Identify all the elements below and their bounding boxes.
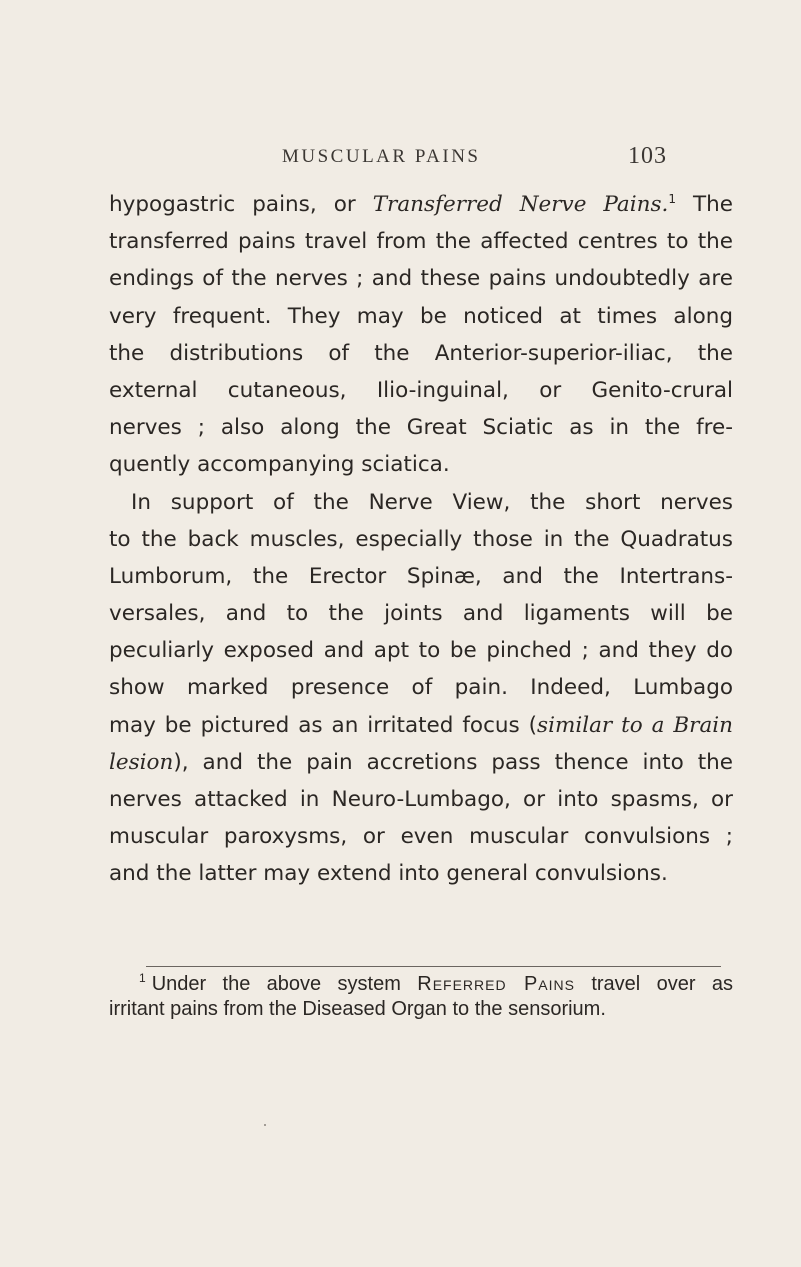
text-line: nerves attacked in Neuro-Lumbago, or into spasms, or bbox=[109, 787, 733, 812]
footnote-text: travel over as bbox=[574, 973, 733, 995]
text-line: the distributions of the Anterior-superior-iliac, the bbox=[109, 340, 733, 366]
text-line: external cutaneous, Ilio-inguinal, or Genito-crural bbox=[109, 377, 733, 403]
text-line: transferred pains travel from the affected centres to the bbox=[109, 229, 733, 255]
footnote bbox=[109, 972, 733, 1022]
text-line bbox=[109, 186, 733, 223]
italic-phrase: lesion bbox=[109, 749, 174, 775]
footnote-line: irritant pains from the Diseased Organ to the sensorium. bbox=[109, 998, 606, 1020]
text-span: ), and the pain accretions pass thence into the bbox=[173, 749, 733, 775]
running-head: MUSCULAR PAINS bbox=[282, 146, 481, 167]
body-text bbox=[109, 186, 733, 893]
text-span: hypogastric pains, or bbox=[109, 192, 373, 217]
footnote-mark: 1 bbox=[139, 971, 146, 985]
italic-phrase: Transferred Nerve Pains. bbox=[372, 192, 669, 217]
footnote-ref: 1 bbox=[668, 192, 676, 206]
text-line bbox=[109, 744, 733, 781]
text-line: versales, and to the joints and ligaments will be bbox=[109, 601, 733, 627]
text-span: may be pictured as an irritated focus ( bbox=[109, 712, 538, 738]
text-line: muscular paroxysms, or even muscular convulsions ; bbox=[109, 824, 733, 850]
text-span: The bbox=[675, 192, 733, 217]
page-header bbox=[0, 143, 801, 176]
text-line: endings of the nerves ; and these pains undoubtedly are bbox=[109, 266, 733, 292]
italic-phrase: similar to a Brain bbox=[537, 712, 733, 738]
footnote-smallcaps: Referred Pains bbox=[417, 973, 575, 995]
text-line: to the back muscles, especially those in the Quadratus bbox=[109, 526, 733, 552]
text-line: quently accompanying sciatica. bbox=[109, 452, 450, 478]
text-line bbox=[109, 707, 733, 744]
text-line: Lumborum, the Erector Spinæ, and the Intertrans- bbox=[109, 563, 733, 589]
text-line: very frequent. They may be noticed at times along bbox=[109, 303, 733, 329]
text-line: show marked presence of pain. Indeed, Lumbago bbox=[109, 675, 733, 701]
text-line: nerves ; also along the Great Sciatic as in the fre- bbox=[109, 415, 733, 441]
footnote-line bbox=[109, 972, 733, 997]
text-line: and the latter may extend into general convulsions. bbox=[109, 861, 668, 887]
footnote-text: Under the above system bbox=[151, 973, 418, 995]
page-number: 103 bbox=[628, 143, 667, 169]
footnote-rule bbox=[146, 966, 721, 967]
text-line: peculiarly exposed and apt to be pinched ; and they do bbox=[109, 638, 733, 664]
paper-speck bbox=[264, 1124, 266, 1126]
text-line: In support of the Nerve View, the short nerves bbox=[131, 489, 733, 515]
